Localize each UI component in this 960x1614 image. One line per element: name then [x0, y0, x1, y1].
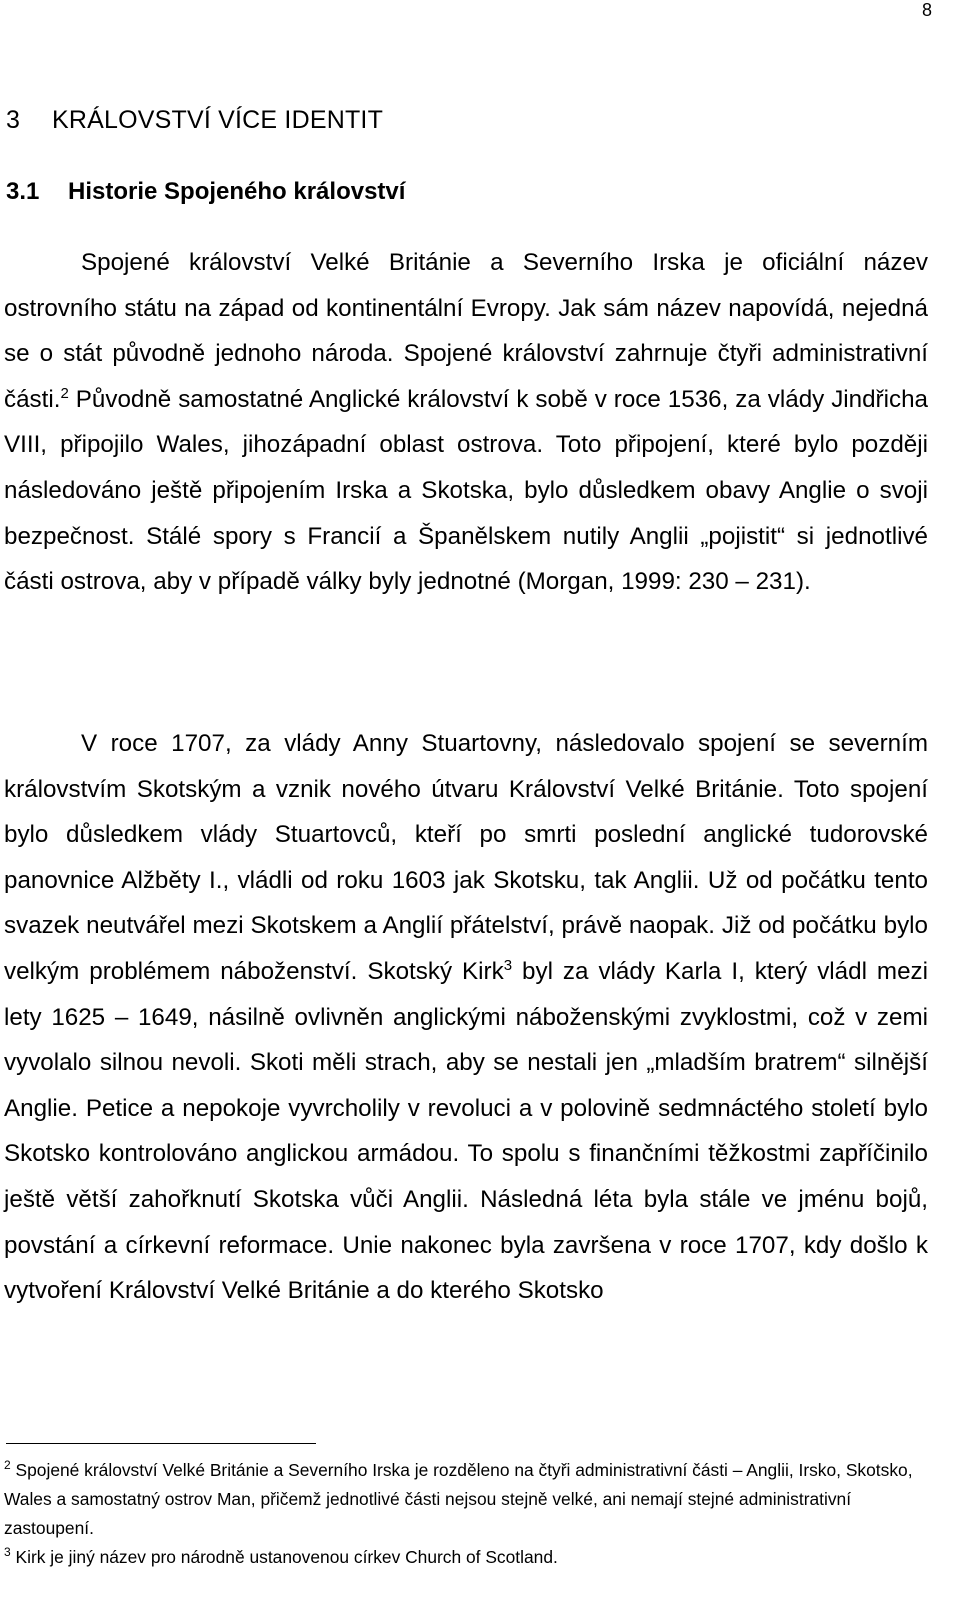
chapter-heading — [6, 104, 383, 136]
footnote-number: 2 — [4, 1458, 11, 1472]
chapter-number: 3 — [6, 106, 21, 134]
section-number: 3.1 — [6, 178, 40, 205]
footnote-separator — [6, 1443, 316, 1444]
footnote-ref-3: 3 — [503, 956, 513, 974]
paragraph-2-part-1: V roce 1707, za vlády Anny Stuartovny, následovalo spojení se severním královstvím Skotským a vznik nového útvaru Království Velké Británie. Toto spojení bylo důsledkem vlády Stuartovců, kteří po smrti poslední anglické tudorovské panovnice Alžběty I., vládli od roku 1603 jak Skotsku, tak Anglii. Už od počátku tento svazek neutvářel mezi Skotskem a Anglií přátelství, právě naopak. Již od počátku bylo velkým problémem náboženství. Skotský Kirk — [4, 730, 928, 985]
page-number: 8 — [921, 0, 932, 20]
paragraph-1-part-1: Spojené království Velké Británie a Severního Irska je oficiální název ostrovního státu na západ od kontinentální Evropy. Jak sám název napovídá, nejedná se o stát původně jednoho národa. Spojené království zahrnuje čtyři administrativní části. — [4, 249, 928, 413]
footnote-text: Kirk je jiný název pro národně ustanovenou církev Church of Scotland. — [10, 1547, 558, 1567]
paragraph-2-part-2: byl za vlády Karla I, který vládl mezi lety 1625 – 1649, násilně ovlivněn anglickými náboženskými zvyklostmi, což v zemi vyvolalo silnou nevoli. Skoti měli strach, aby se nestali jen „mladším bratrem“ silnější Anglie. Petice a nepokoje vyvrcholily v revoluci a v polovině sedmnáctého století bylo Skotsko kontrolováno anglickou armádou. To spolu s finančními těžkostmi zapříčinilo ještě větší zahořknutí Skotska vůči Anglii. Následná léta byla stále ve jménu bojů, povstání a církevní reformace. Unie nakonec byla završena v roce 1707, kdy došlo k vytvoření Království Velké Británie a do kterého Skotsko — [4, 957, 928, 1305]
paragraph-1 — [4, 240, 928, 605]
chapter-title: KRÁLOVSTVÍ VÍCE IDENTIT — [52, 106, 384, 134]
paragraph-1-part-2: Původně samostatné Anglické království k sobě v roce 1536, za vlády Jindřicha VIII, připojilo Wales, jihozápadní oblast ostrova. Toto připojení, které bylo později následováno ještě připojením Irska a Skotska, bylo důsledkem obavy Anglie o svoji bezpečnost. Stálé spory s Francií a Španělskem nutily Anglii „pojistit“ si jednotlivé části ostrova, aby v případě války byly jednotné (Morgan, 1999: 230 – 231). — [4, 385, 928, 596]
footnote-number: 3 — [4, 1545, 11, 1559]
footnote-item — [4, 1543, 932, 1572]
section-title: Historie Spojeného království — [68, 178, 406, 205]
footnotes — [4, 1456, 932, 1572]
footnote-item — [4, 1456, 932, 1543]
paragraph-2 — [4, 721, 928, 1314]
section-heading — [6, 176, 405, 208]
footnote-text: Spojené království Velké Británie a Severního Irska je rozděleno na čtyři administrativní části – Anglii, Irsko, Skotsko, Wales a samostatný ostrov Man, přičemž jednotlivé části nejsou stejně velké, ani nemají stejné administrativní zastoupení. — [4, 1460, 913, 1538]
footnote-ref-2: 2 — [60, 384, 69, 402]
